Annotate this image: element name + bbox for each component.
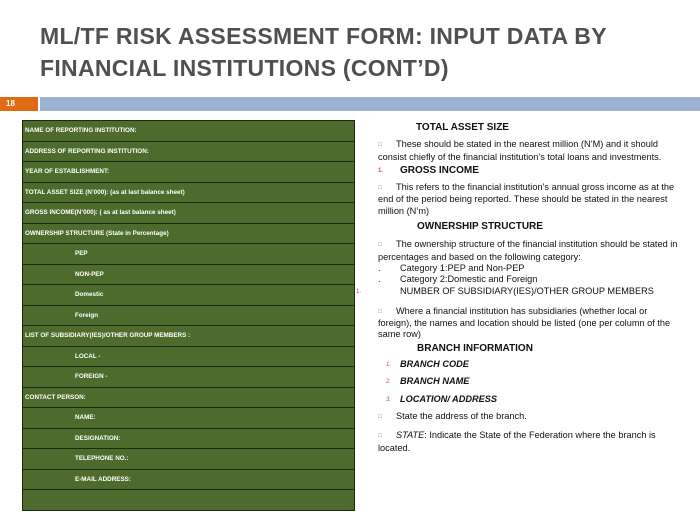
branch-item xyxy=(386,394,678,406)
branch-item-number: 1. xyxy=(386,362,392,369)
ownership-note: □ The ownership structure of the financial institution should be stated in percentages and based on the following category: xyxy=(378,239,678,262)
form-row xyxy=(23,223,355,244)
form-row-label: LIST OF SUBSIDIARY(IES)/OTHER GROUP MEMBERS : xyxy=(23,326,355,347)
form-row-label: GROSS INCOME(N’000): ( as at last balance sheet) xyxy=(23,203,355,224)
form-row-label: Domestic xyxy=(23,285,355,306)
subsidiaries-note: □ Where a financial institution has subsidiaries (whether local or foreign), the names and location should be listed (one per column of the same row) xyxy=(378,305,671,340)
form-row xyxy=(23,367,355,388)
form-row xyxy=(23,264,355,285)
form-row xyxy=(23,408,355,429)
form-row xyxy=(23,162,355,183)
slide-title: ML/TF RISK ASSESSMENT FORM: INPUT DATA BY FINANCIAL INSTITUTIONS (CONT’D) xyxy=(40,23,607,81)
form-row-label: Foreign xyxy=(23,305,355,326)
bullet-icon: □ xyxy=(378,433,382,440)
branch-item-label: BRANCH NAME xyxy=(400,376,470,387)
form-row xyxy=(23,469,355,490)
bullet-icon: □ xyxy=(378,242,382,249)
form-row-label: ADDRESS OF REPORTING INSTITUTION: xyxy=(23,141,355,162)
form-row-label: YEAR OF ESTABLISHMENT: xyxy=(23,162,355,183)
total-asset-note: □ These should be stated in the nearest million (N’M) and it should consist chiefly of the financial institution’s total loans and investments. xyxy=(378,139,662,162)
bullet-icon: □ xyxy=(378,185,382,192)
form-row xyxy=(23,490,355,511)
category-1: . Category 1:PEP and Non-PEP xyxy=(378,262,525,273)
form-row-label: OWNERSHIP STRUCTURE (State in Percentage) xyxy=(23,223,355,244)
form-row xyxy=(23,326,355,347)
bullet-icon: □ xyxy=(378,308,382,315)
total-asset-heading: TOTAL ASSET SIZE xyxy=(416,122,509,133)
branch-item-number: 2. xyxy=(386,379,392,386)
form-row-label: FOREIGN - xyxy=(23,367,355,388)
form-row-label: TELEPHONE NO.: xyxy=(23,449,355,470)
input-form-table xyxy=(22,120,355,511)
slide-number: 18 xyxy=(0,97,38,111)
form-row xyxy=(23,346,355,367)
branch-item xyxy=(386,376,678,388)
form-row xyxy=(23,244,355,265)
branch-item xyxy=(386,359,678,371)
form-row-label: NAME OF REPORTING INSTITUTION: xyxy=(23,121,355,142)
subsidiaries-item: 1. NUMBER OF SUBSIDIARY(IES)/OTHER GROUP MEMBERS xyxy=(356,285,654,296)
form-row-label: PEP xyxy=(23,244,355,265)
branch-item-number: 3. xyxy=(386,396,392,403)
gross-income-note: □ This refers to the financial institution’s annual gross income as at the end of the period being reported. These should be stated in the nearest million (N’m) xyxy=(378,182,675,216)
branch-list xyxy=(386,359,678,406)
form-row xyxy=(23,387,355,408)
form-row xyxy=(23,141,355,162)
category-2: . Category 2:Domestic and Foreign xyxy=(378,274,538,285)
form-row-label: NON-PEP xyxy=(23,264,355,285)
gross-income-heading: 1. GROSS INCOME xyxy=(378,164,479,176)
form-row-label: DESIGNATION: xyxy=(23,428,355,449)
state-note: □ STATE: Indicate the State of the Federation where the branch is located. xyxy=(378,430,656,453)
form-row xyxy=(23,449,355,470)
branch-item-label: BRANCH CODE xyxy=(400,359,469,370)
form-row-label: E-MAIL ADDRESS: xyxy=(23,469,355,490)
ownership-heading: OWNERSHIP STRUCTURE xyxy=(417,221,543,233)
bullet-icon: □ xyxy=(378,142,382,149)
form-row xyxy=(23,305,355,326)
branch-item-label: LOCATION/ ADDRESS xyxy=(400,393,497,404)
form-row xyxy=(23,182,355,203)
form-row xyxy=(23,428,355,449)
notes-panel xyxy=(356,122,678,454)
form-row xyxy=(23,203,355,224)
branch-address-note: □ State the address of the branch. xyxy=(378,411,678,423)
branch-heading: BRANCH INFORMATION xyxy=(417,342,533,354)
accent-strip xyxy=(40,97,700,111)
form-row-label xyxy=(23,490,355,511)
form-row-label: TOTAL ASSET SIZE (N’000): (as at last balance sheet) xyxy=(23,182,355,203)
form-row-label: NAME: xyxy=(23,408,355,429)
form-row xyxy=(23,121,355,142)
form-row xyxy=(23,285,355,306)
form-row-label: LOCAL - xyxy=(23,346,355,367)
gross-number: 1. xyxy=(378,167,384,174)
bullet-icon: □ xyxy=(378,413,382,420)
form-row-label: CONTACT PERSON: xyxy=(23,387,355,408)
title-bar xyxy=(0,97,700,111)
